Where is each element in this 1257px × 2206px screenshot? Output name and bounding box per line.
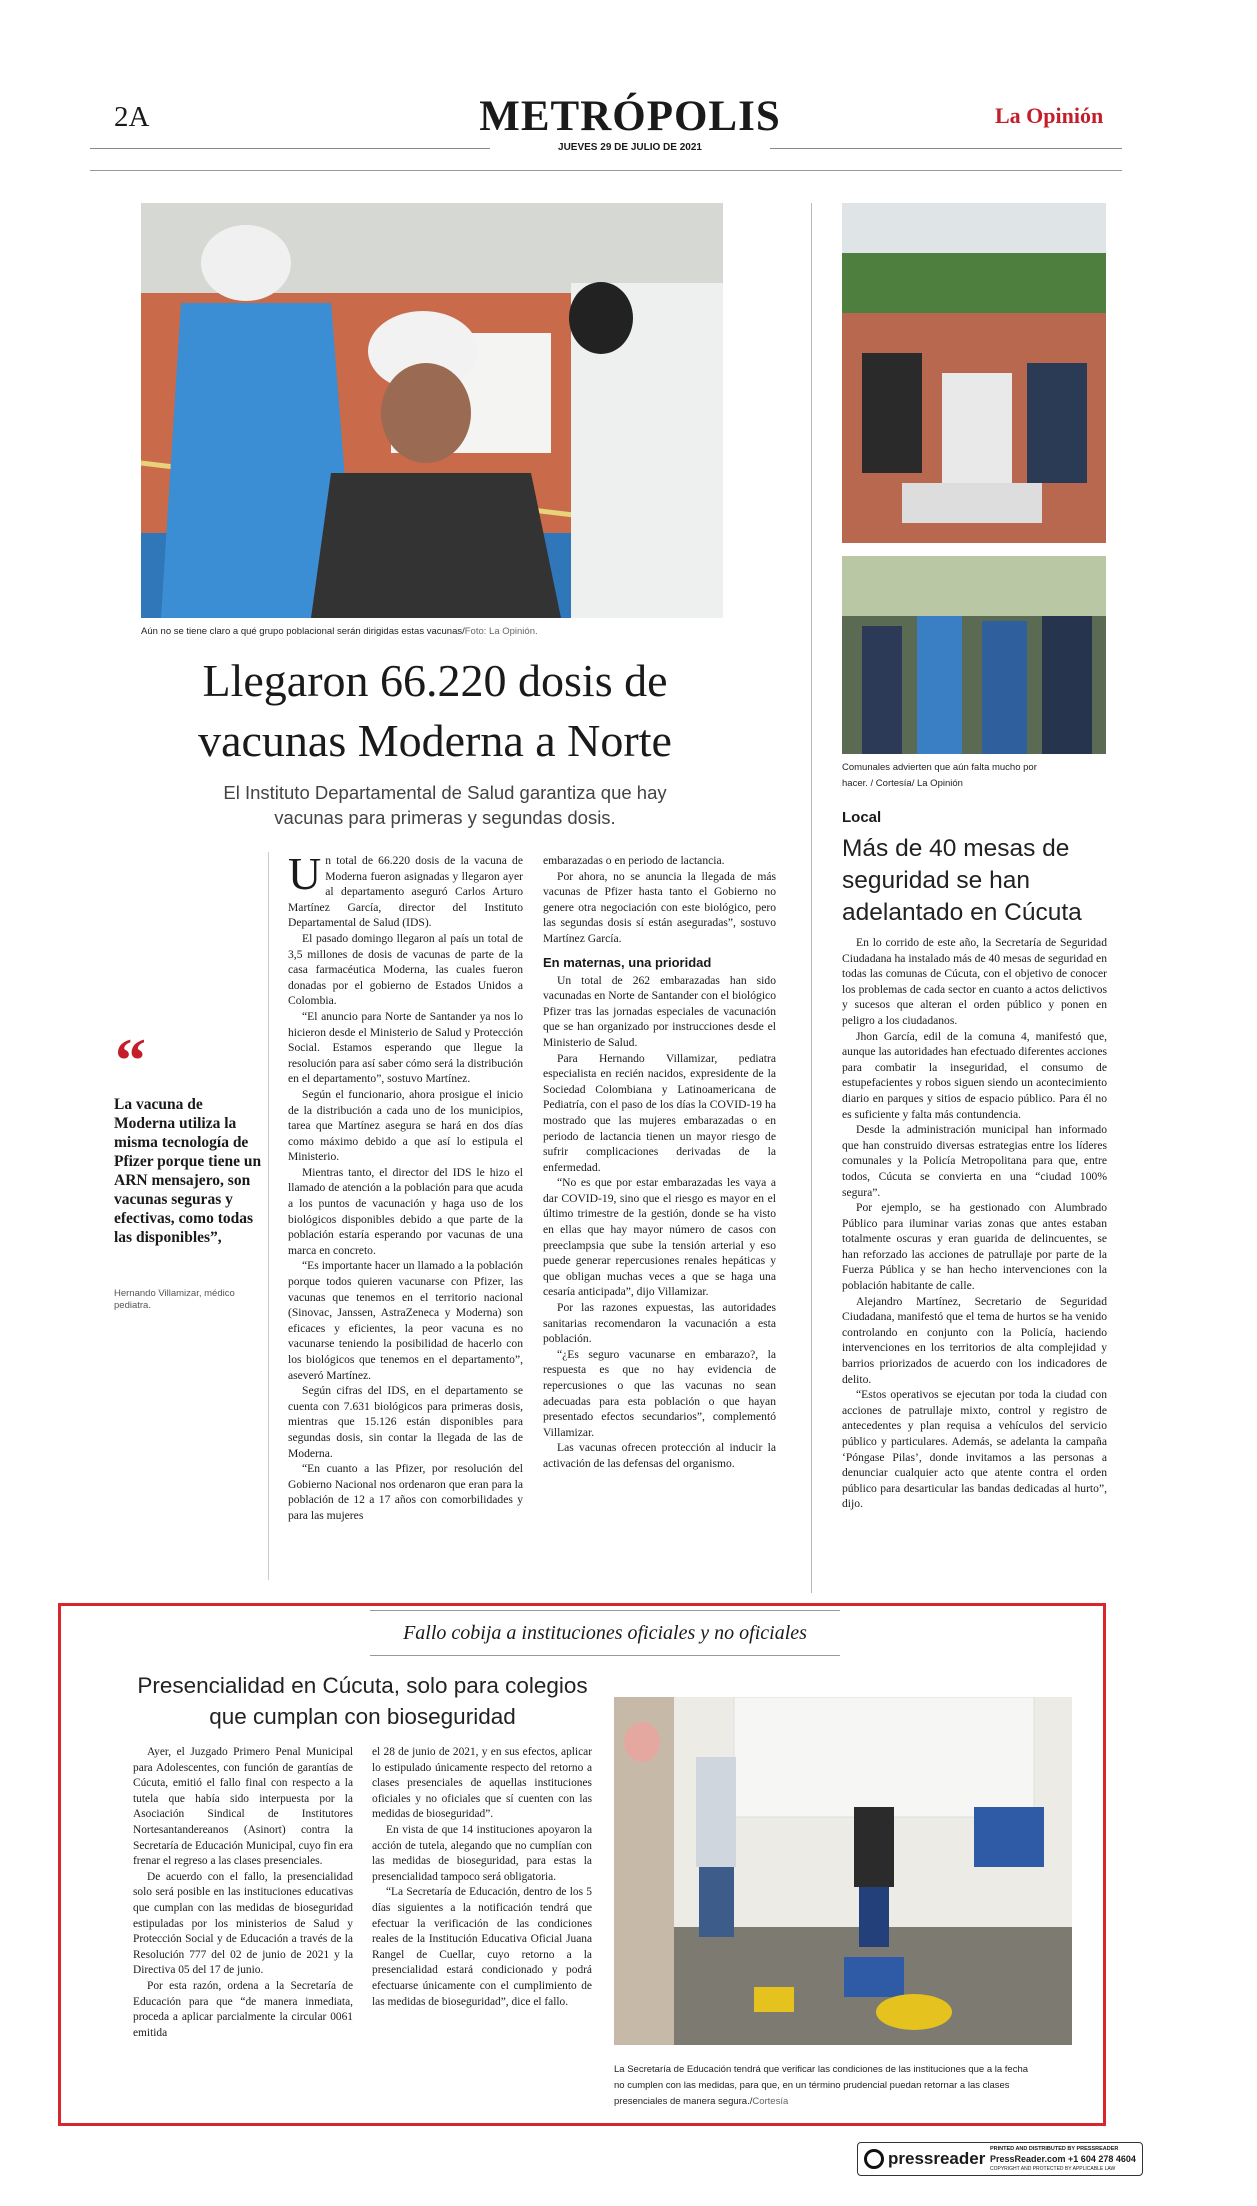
sidebar-body <box>842 935 1107 1512</box>
header-rule-right <box>770 148 1122 149</box>
pressreader-line1: PRINTED AND DISTRIBUTED BY PRESSREADER <box>990 2146 1119 2152</box>
header-rule-left <box>90 148 490 149</box>
bottom-caption-credit: Cortesía <box>752 2096 789 2107</box>
sidebar-p2: Jhon García, edil de la comuna 4, manifestó que, aunque las autoridades han efectuado diferentes acciones para combatir la inseguridad, el consumo de estupefacientes y robos siguen siendo un acontecimiento diario en parques y sitios de espacio público. Para él no es suficiente y falta más contundencia. <box>842 1029 1107 1121</box>
kicker-rule-bottom <box>370 1655 840 1656</box>
col2-p8: Las vacunas ofrecen protección al inducir la activación de las defensas del organismo. <box>543 1441 776 1470</box>
dropcap: U <box>288 848 322 899</box>
pull-quote-text: La vacuna de Moderna utiliza la misma tecnología de Pfizer porque tiene un ARN mensajero, son vacunas seguras y efectivas, como todas las disponibles”, <box>114 1096 262 1246</box>
col2-p2: Por ahora, no se anuncia la llegada de más vacunas de Pfizer hasta tanto el Gobierno no genere otra negociación con este biológico, pero las segundas dosis sí están aseguradas”, sostuvo Martínez García. <box>543 869 776 945</box>
sidebar-headline: Más de 40 mesas de seguridad se han adelantado en Cúcuta <box>842 835 1082 926</box>
col1-p5: Mientras tanto, el director del IDS le hizo el llamado de atención a la población para que acuda a los puntos de vacunación y haga uso de los biológicos disponibles debido a que parte de la población estaría esperando por vacunas de una marca en concreto. <box>288 1165 523 1257</box>
bottom-col2-p2: En vista de que 14 instituciones apoyaron la acción de tutela, alegando que no cumplían con las medidas de bioseguridad, para estas la presencialidad tampoco será obligatoria. <box>372 1823 592 1883</box>
sidebar-p4: Por ejemplo, se ha gestionado con Alumbrado Público para iluminar varias zonas que antes estaban totalmente oscuras y eran guarida de delincuentes, se han reforzado las acciones de patrullaje por parte de la Fuerza Pública y se han hecho intervenciones con la población habitante de calle. <box>842 1201 1107 1293</box>
quote-mark: “ <box>115 1027 146 1095</box>
col1-p4: Según el funcionario, ahora prosigue el inicio de la distribución a cada uno de los municipios, tarea que Martínez asegura se hará en dos días como máximo debido a que así lo estipula el Ministerio. <box>288 1087 523 1164</box>
pressreader-line2: PressReader.com +1 604 278 4604 <box>990 2154 1136 2164</box>
pressreader-logo: pressreader <box>888 2149 986 2168</box>
sidebar-kicker: Local <box>842 809 882 826</box>
bottom-photo-caption <box>614 2062 1034 2110</box>
issue-date: JUEVES 29 DE JULIO DE 2021 <box>558 142 702 153</box>
community-meeting-photo <box>842 203 1106 543</box>
pressreader-icon <box>864 2149 884 2169</box>
col1-p8: “En cuanto a las Pfizer, por resolución del Gobierno Nacional nos ordenaron que eran para la población de 12 a 17 años con comorbilidades y para las mujeres <box>288 1462 523 1522</box>
col1-p2: El pasado domingo llegaron al país un total de 3,5 millones de dosis de vacunas de parte de la casa farmacéutica Moderna, las cuales fueron donadas por el gobierno de Estados Unidos a Colombia. <box>288 931 523 1008</box>
bottom-kicker: Fallo cobija a instituciones oficiales y no oficiales <box>403 1622 807 1644</box>
main-body-col2 <box>543 853 776 1472</box>
col1-p1: n total de 66.220 dosis de la vacuna de Moderna fueron asignadas y llegaron ayer al departamento aseguró Carlos Arturo Martínez García, director del Instituto Departamental de Salud (IDS). <box>288 854 523 930</box>
bottom-body-col2 <box>372 1745 592 2010</box>
sidebar-p3: Desde la administración municipal han informado que han construido diversas estrategias entre los líderes comunales y la Policía Metropolitana para que, entre todos, Cúcuta se convierta en una “ciudad 100% segura”. <box>842 1123 1107 1199</box>
sidebar-p6: “Estos operativos se ejecutan por toda la ciudad con acciones de patrullaje mixto, control y registro de antecedentes y plan requisa a vehículos del servicio público y particulares. Además, se adelanta la campaña ‘Póngase Pilas’, donde invitamos a las personas a denunciar cualquier acto que atente contra el orden público para desarticular las bandas dedicadas al hurto”, dijo. <box>842 1388 1107 1511</box>
sidebar-rule <box>811 203 812 1593</box>
caption-credit: Foto: La Opinión. <box>464 626 538 637</box>
col2-subhead: En maternas, una prioridad <box>543 954 712 970</box>
bottom-body-col1 <box>133 1745 353 2041</box>
col1-p3: “El anuncio para Norte de Santander ya nos lo hicieron desde el Ministerio de Salud y Protección Social. Estamos esperando que llegue la resolución para así saber cómo será la distribución en el departamento”, sostuvo Martínez. <box>288 1009 523 1086</box>
bottom-col1-p3: Por esta razón, ordena a la Secretaría de Educación para que “de manera inmediata, proceda a aplicar parcialmente la circular 0061 emitida <box>133 1979 353 2039</box>
bottom-col1-p2: De acuerdo con el fallo, la presencialidad solo será posible en las instituciones educativas que cumplan con las medidas de bioseguridad estipuladas por los ministerios de Salud y Protección Social y de Educación a través de la Resolución 777 del 02 de junio de 2021 y la Directiva 05 del 17 de junio. <box>133 1870 353 1977</box>
pull-quote-attribution: Hernando Villamizar, médico pediatra. <box>114 1288 235 1311</box>
bottom-col1-p1: Ayer, el Juzgado Primero Penal Municipal para Adolescentes, con función de garantías de Cúcuta, emitió el fallo final con respecto a la tutela que había sido interpuesta por la Asociación Sindical de Institutores Nortesantandereanos (Asinort) contra la Secretaría de Educación Municipal, cuyo fin era frenar el regreso a las clases presenciales. <box>133 1746 353 1868</box>
caption-text: Aún no se tiene claro a qué grupo poblacional serán dirigidas estas vacunas/ <box>141 626 465 637</box>
col2-p7: “¿Es seguro vacunarse en embarazo?, la respuesta es que no hay evidencia de repercusiones o que las vacunas no sean adecuadas para esta población o que hayan presentado efectos secundarios”, complementó Villamizar. <box>543 1347 776 1439</box>
col2-p3: Un total de 262 embarazadas han sido vacunadas en Norte de Santander con el biológico Pfizer tras las jornadas especiales de vacunación que se han organizado por instrucciones desde el Ministerio de Salud. <box>543 973 776 1049</box>
main-dek: El Instituto Departamental de Salud garantiza que hay vacunas para primeras y segundas dosis. <box>223 782 667 828</box>
brand-logo: La Opinión <box>995 103 1104 128</box>
page-number: 2A <box>114 101 150 133</box>
pressreader-line3: COPYRIGHT AND PROTECTED BY APPLICABLE LAW <box>990 2166 1116 2172</box>
meeting-participants-photo <box>842 556 1106 754</box>
col2-p1: embarazadas o en periodo de lactancia. <box>543 854 725 867</box>
bottom-headline: Presencialidad en Cúcuta, solo para colegios que cumplan con bioseguridad <box>137 1673 588 1729</box>
sidebar-photo-caption: Comunales advierten que aún falta mucho por hacer. / Cortesía/ La Opinión <box>842 762 1037 789</box>
main-photo-caption <box>141 625 741 638</box>
main-headline: Llegaron 66.220 dosis de vacunas Moderna a Norte <box>198 655 672 766</box>
vaccination-photo <box>141 203 723 618</box>
main-col-rule <box>268 852 269 1580</box>
section-title: METRÓPOLIS <box>479 93 781 140</box>
bottom-col2-p1: el 28 de junio de 2021, y en sus efectos, aplicar lo estipulado únicamente respecto del retorno a clases presenciales de aquellas instituciones oficiales y no oficiales que sí cuenten con las medidas de bioseguridad”. <box>372 1746 592 1821</box>
pressreader-badge[interactable] <box>857 2142 1143 2176</box>
kicker-rule-top <box>370 1610 840 1611</box>
col2-p6: Por las razones expuestas, las autoridades sanitarias recomendaron la vacunación a esta población. <box>543 1301 776 1346</box>
sidebar-p5: Alejandro Martínez, Secretario de Seguridad Ciudadana, manifestó que el tema de hurtos se ha venido controlando en conjunto con la Policía, haciendo intervenciones en los territorios de alta complejidad y barrios priorizados de acuerdo con los indicadores de delito. <box>842 1294 1107 1386</box>
classroom-inspection-photo <box>614 1697 1072 2045</box>
col1-p7: Según cifras del IDS, en el departamento se cuenta con 7.631 biológicos para primeras dosis, mientras que 15.126 están disponibles para segundas dosis, sin contar la llegada de las de Moderna. <box>288 1384 523 1460</box>
col2-p5: “No es que por estar embarazadas les vaya a dar COVID-19, sino que el riesgo es mayor en el último trimestre de la gestión, donde se ha visto en ellas que hay mayor número de casos con preeclampsia que sube la tensión arterial y eso puede generar repercusiones renales hepáticas y que obligan muchas veces a que se haga una cesaría anticipada”, dijo Villamizar. <box>543 1176 776 1299</box>
header-rule-bottom <box>90 170 1122 171</box>
bottom-caption-text: La Secretaría de Educación tendrá que verificar las condiciones de las instituciones que a la fecha no cumplen con las medidas, para que, en un término prudencial puedan retornar a las clases presenciales de manera segura./ <box>614 2064 1029 2107</box>
col2-p4: Para Hernando Villamizar, pediatra especialista en recién nacidos, expresidente de la Sociedad Colombiana y Latinoamericana de Pediatría, con el paso de los días la COVID-19 ha mostrado que las mujeres embarazadas o en periodo de lactancia tienen un mayor riesgo de sufrir complicaciones derivadas de la enfermedad. <box>543 1051 776 1174</box>
main-body-col1 <box>288 848 523 1524</box>
sidebar-p1: En lo corrido de este año, la Secretaría de Seguridad Ciudadana ha instalado más de 40 mesas de seguridad en todas las comunas de Cúcuta, con el objetivo de conocer los problemas de cada sector en cuanto a actos delictivos y sucesos que alteran el orden público y ponen en peligro a los ciudadanos. <box>842 936 1107 1027</box>
bottom-col2-p3: “La Secretaría de Educación, dentro de los 5 días siguientes a la notificación tendrá que efectuar la verificación de las condiciones reales de la Institución Educativa Oficial Juana Rangel de Cuellar, cuyo retorno a la presencialidad estará condicionado y podrá efectuarse únicamente con el cumplimiento de las medidas de bioseguridad”, dice el fallo. <box>372 1886 592 2008</box>
col1-p6: “Es importante hacer un llamado a la población porque todos quieren vacunarse con Pfizer, las vacunas que tenemos en el territorio nacional (Sinovac, Janssen, AstraZeneca y Moderna) son eficaces y eficientes, la peor vacuna es no vacunarse teniendo la posibilidad de hacerlo con los biológicos que tenemos en el departamento”, aseveró Martínez. <box>288 1259 523 1382</box>
